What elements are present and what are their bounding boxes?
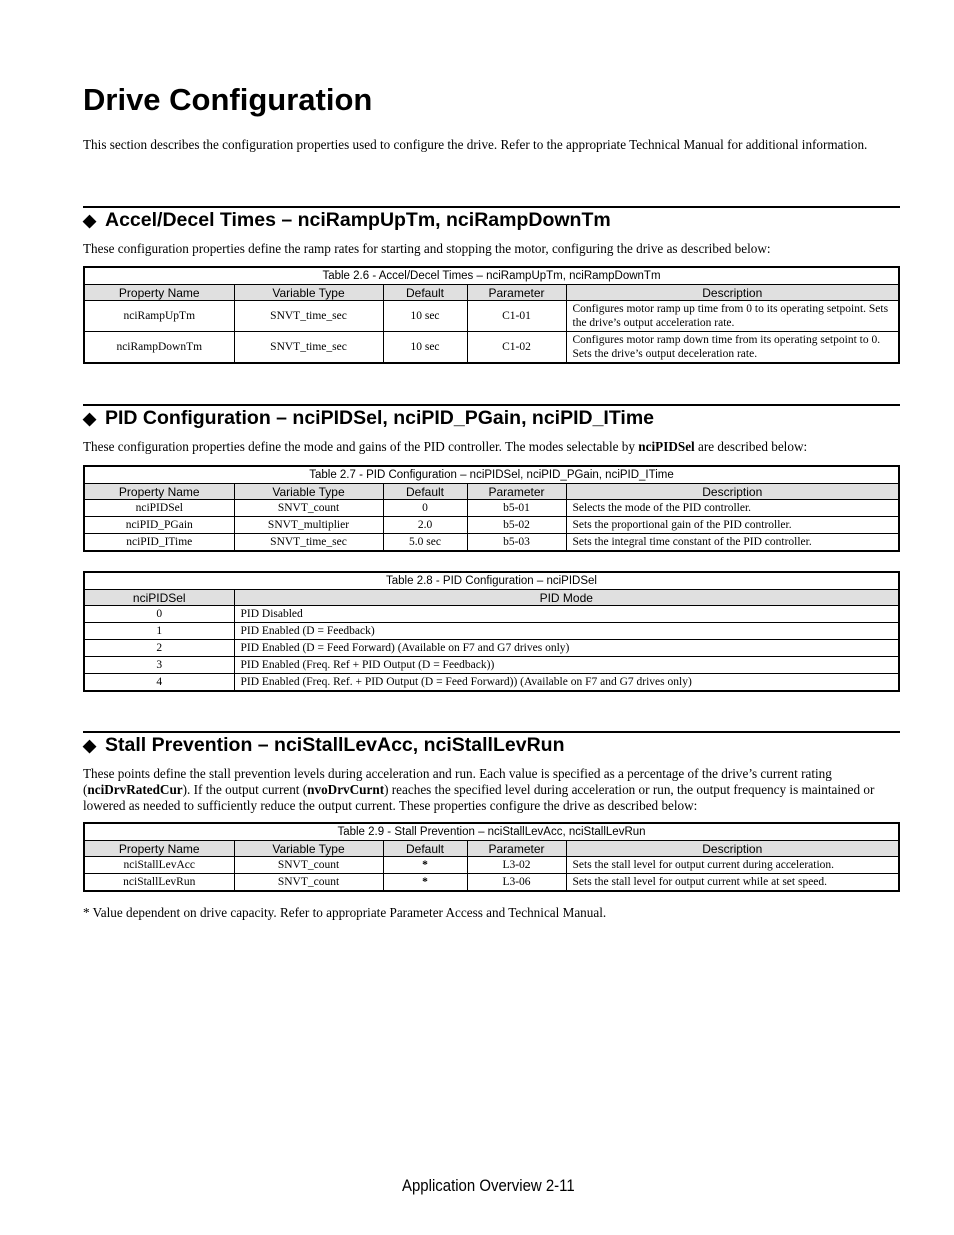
table-cell: C1-02 bbox=[467, 332, 566, 363]
section-heading-stall bbox=[83, 734, 564, 757]
column-header: Default bbox=[383, 841, 467, 857]
column-header: Variable Type bbox=[234, 841, 383, 857]
table-cell: Configures motor ramp down time from its operating setpoint to 0. Sets the drive’s output deceleration rate. bbox=[566, 332, 899, 363]
table-cell: SNVT_count bbox=[234, 857, 383, 874]
table-cell: nciRampDownTm bbox=[84, 332, 234, 363]
table-cell: 0 bbox=[383, 500, 467, 517]
table-cell: 10 sec bbox=[383, 332, 467, 363]
column-header: nciPIDSel bbox=[84, 590, 234, 606]
table-cell: nciPID_PGain bbox=[84, 517, 234, 534]
table-cell: PID Enabled (Freq. Ref + PID Output (D = Feedback)) bbox=[234, 657, 899, 674]
table-cell: * bbox=[383, 857, 467, 874]
table-cell: PID Disabled bbox=[234, 606, 899, 623]
column-header: Variable Type bbox=[234, 484, 383, 500]
table-cell: PID Enabled (D = Feedback) bbox=[234, 623, 899, 640]
table-cell: SNVT_multiplier bbox=[234, 517, 383, 534]
column-header: Property Name bbox=[84, 285, 234, 301]
column-header: Description bbox=[566, 285, 899, 301]
section-heading-text: Accel/Decel Times – nciRampUpTm, nciRampDownTm bbox=[105, 209, 611, 231]
table-cell: b5-03 bbox=[467, 534, 566, 552]
diamond-bullet-icon: ◆ bbox=[83, 409, 97, 428]
stall-prevention-table bbox=[83, 822, 900, 892]
section-rule bbox=[83, 404, 900, 406]
table-cell: b5-02 bbox=[467, 517, 566, 534]
table-caption: Table 2.8 - PID Configuration – nciPIDSel bbox=[84, 572, 899, 590]
column-header: Parameter bbox=[467, 841, 566, 857]
section-rule bbox=[83, 206, 900, 208]
table-row bbox=[84, 301, 899, 332]
section-heading-pid bbox=[83, 407, 654, 430]
table-cell: Sets the stall level for output current while at set speed. bbox=[566, 874, 899, 892]
section-heading-accel-decel bbox=[83, 209, 611, 232]
table-cell: SNVT_count bbox=[234, 500, 383, 517]
table-cell: Sets the stall level for output current during acceleration. bbox=[566, 857, 899, 874]
footnote: * Value dependent on drive capacity. Refer to appropriate Parameter Access and Technical Manual. bbox=[83, 905, 607, 920]
table-cell: Configures motor ramp up time from 0 to its operating setpoint. Sets the drive’s output acceleration rate. bbox=[566, 301, 899, 332]
table-cell: * bbox=[383, 874, 467, 892]
diamond-bullet-icon: ◆ bbox=[83, 211, 97, 230]
table-cell: PID Enabled (Freq. Ref. + PID Output (D = Feed Forward)) (Available on F7 and G7 drives only) bbox=[234, 674, 899, 692]
table-cell: SNVT_count bbox=[234, 874, 383, 892]
inline-code-term: nvoDrvCurnt bbox=[307, 782, 385, 797]
table-row bbox=[84, 534, 899, 552]
table-cell: nciRampUpTm bbox=[84, 301, 234, 332]
table-cell: 1 bbox=[84, 623, 234, 640]
table-cell: 0 bbox=[84, 606, 234, 623]
table-cell: Sets the integral time constant of the PID controller. bbox=[566, 534, 899, 552]
table-row bbox=[84, 874, 899, 892]
column-header: Default bbox=[383, 285, 467, 301]
column-header: Property Name bbox=[84, 484, 234, 500]
table-cell: Sets the proportional gain of the PID controller. bbox=[566, 517, 899, 534]
table-cell: L3-06 bbox=[467, 874, 566, 892]
diamond-bullet-icon: ◆ bbox=[83, 736, 97, 755]
column-header: Default bbox=[383, 484, 467, 500]
intro-paragraph: This section describes the configuration properties used to configure the drive. Refer to the appropriate Technical Manual for additional information. bbox=[83, 137, 868, 152]
table-cell: 3 bbox=[84, 657, 234, 674]
column-header: Description bbox=[566, 841, 899, 857]
table-cell: PID Enabled (D = Feed Forward) (Available on F7 and G7 drives only) bbox=[234, 640, 899, 657]
pid-mode-table bbox=[83, 571, 900, 692]
column-header: Property Name bbox=[84, 841, 234, 857]
table-cell: nciPIDSel bbox=[84, 500, 234, 517]
column-header: PID Mode bbox=[234, 590, 899, 606]
section-heading-text: PID Configuration – nciPIDSel, nciPID_PGain, nciPID_ITime bbox=[105, 407, 655, 429]
section-paragraph: These points define the stall prevention levels during acceleration and run. Each value is specified as a percentage of the drive’s current rating (nciDrvRatedCur). If the output current (nvoDrvCurnt) reaches the specified level during acceleration or run, the output frequency is maintained or lowered as needed to sufficiently reduce the output current. These properties configure the drive as described below: bbox=[83, 766, 875, 813]
inline-code-term: nciPIDSel bbox=[638, 439, 695, 454]
page-footer: Application Overview 2-11 bbox=[402, 1176, 575, 1195]
column-header: Parameter bbox=[467, 484, 566, 500]
table-cell: L3-02 bbox=[467, 857, 566, 874]
column-header: Parameter bbox=[467, 285, 566, 301]
table-cell: 2 bbox=[84, 640, 234, 657]
table-row bbox=[84, 657, 899, 674]
accel-decel-table bbox=[83, 266, 900, 364]
section-paragraph: These configuration properties define the ramp rates for starting and stopping the motor, configuring the drive as described below: bbox=[83, 241, 771, 256]
table-caption: Table 2.6 - Accel/Decel Times – nciRampUpTm, nciRampDownTm bbox=[84, 267, 899, 285]
table-caption: Table 2.9 - Stall Prevention – nciStallLevAcc, nciStallLevRun bbox=[84, 823, 899, 841]
table-row bbox=[84, 623, 899, 640]
table-caption: Table 2.7 - PID Configuration – nciPIDSel, nciPID_PGain, nciPID_ITime bbox=[84, 466, 899, 484]
page-title: Drive Configuration bbox=[83, 82, 373, 117]
table-cell: SNVT_time_sec bbox=[234, 332, 383, 363]
table-row bbox=[84, 332, 899, 363]
table-row bbox=[84, 640, 899, 657]
table-cell: b5-01 bbox=[467, 500, 566, 517]
table-row bbox=[84, 606, 899, 623]
table-cell: nciStallLevRun bbox=[84, 874, 234, 892]
column-header: Description bbox=[566, 484, 899, 500]
table-cell: 4 bbox=[84, 674, 234, 692]
inline-code-term: nciDrvRatedCur bbox=[87, 782, 183, 797]
section-paragraph: These configuration properties define the mode and gains of the PID controller. The modes selectable by nciPIDSel are described below: bbox=[83, 439, 808, 454]
pid-config-table bbox=[83, 465, 900, 552]
section-rule bbox=[83, 731, 900, 733]
table-cell: 10 sec bbox=[383, 301, 467, 332]
table-row bbox=[84, 500, 899, 517]
table-cell: C1-01 bbox=[467, 301, 566, 332]
table-cell: SNVT_time_sec bbox=[234, 301, 383, 332]
table-cell: SNVT_time_sec bbox=[234, 534, 383, 552]
table-cell: nciStallLevAcc bbox=[84, 857, 234, 874]
column-header: Variable Type bbox=[234, 285, 383, 301]
table-cell: nciPID_ITime bbox=[84, 534, 234, 552]
table-cell: 5.0 sec bbox=[383, 534, 467, 552]
table-row bbox=[84, 674, 899, 692]
table-cell: 2.0 bbox=[383, 517, 467, 534]
table-row bbox=[84, 517, 899, 534]
table-cell: Selects the mode of the PID controller. bbox=[566, 500, 899, 517]
table-row bbox=[84, 857, 899, 874]
section-heading-text: Stall Prevention – nciStallLevAcc, nciStallLevRun bbox=[105, 734, 565, 756]
